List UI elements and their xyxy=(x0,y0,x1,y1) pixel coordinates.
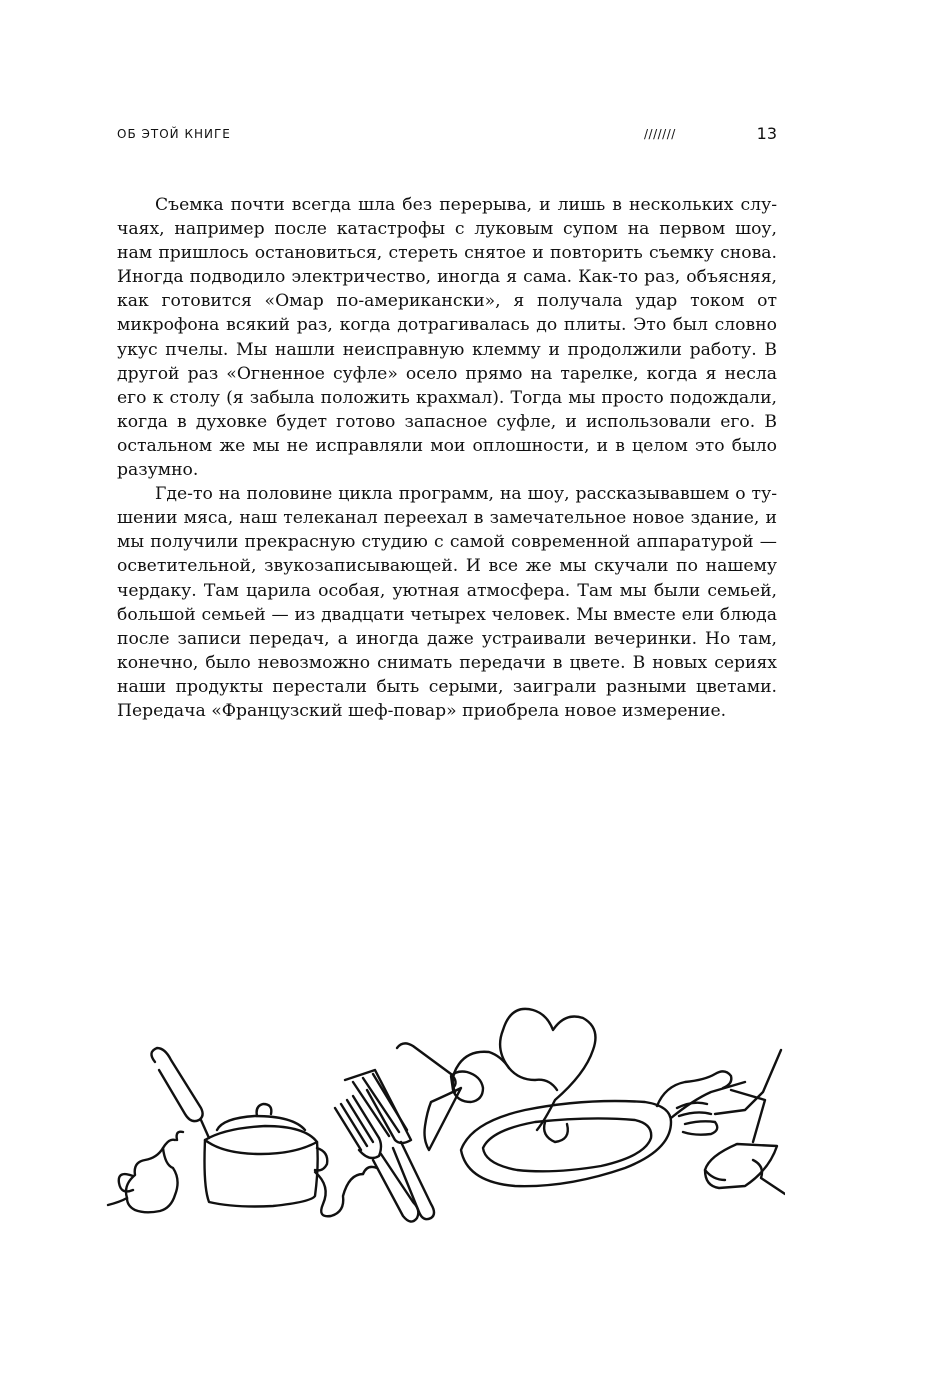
section-title: ОБ ЭТОЙ КНИГЕ xyxy=(117,127,231,141)
kitchen-line-art-illustration xyxy=(105,990,785,1230)
header-ornament: /////// xyxy=(644,127,676,141)
body-text xyxy=(117,193,777,723)
paragraph-1: Съемка почти всегда шла без перерыва, и лишь в нескольких случаях, например после катастрофы с луковым супом на первом шоу, нам пришлось остановиться, стереть снятое и повторить съемку снова. Иногда подводило электричество, иногда я сама. Как-то раз, объясняя, как готовится «Омар по-американски», я получала удар током от микрофона всякий раз, когда дотрагивалась до плиты. Это был словно укус пчелы. Мы нашли неисправную клемму и продолжили работу. В другой раз «Огненное суфле» осело прямо на тарелке, когда я несла его к столу (я забыла положить крахмал). Тогда мы просто подождали, когда в духовке будет готово запасное суфле, и использовали его. В остальном же мы не исправляли мои оплошности, и в целом это было разумно. xyxy=(117,195,777,481)
fork-icon xyxy=(335,1096,418,1222)
ladle-icon xyxy=(397,1043,483,1102)
running-head xyxy=(117,124,777,148)
paragraph-2: Где-то на половине цикла программ, на шоу, рассказывавшем о тушении мяса, наш телеканал переехал в замечательное новое здание, и мы получили прекрасную студию с самой современной аппаратурой — осветительной, звукозаписывающей. И все же мы скучали по нашему чердаку. Там царила особая, уютная атмосфера. Там мы были семьей, большой семьей — из двадцати четырех человек. Мы вместе ели блюда после записи передач, а иногда даже устраивали вечеринки. Но там, конечно, было невозможно снимать передачи в цвете. В новых сериях наши продукты перестали быть серыми, заиграли разными цветами. Передача «Французский шеф-повар» приобрела новое измерение. xyxy=(117,484,777,721)
hand-icon xyxy=(657,1050,781,1142)
line-art-baseline xyxy=(108,1198,127,1205)
creamer-icon xyxy=(119,1140,178,1213)
page-number: 13 xyxy=(756,124,777,143)
connector-loop xyxy=(315,1172,363,1216)
heart-icon xyxy=(453,1009,596,1130)
board-icon xyxy=(705,1144,785,1194)
cheese-wedge-icon xyxy=(425,1088,462,1150)
